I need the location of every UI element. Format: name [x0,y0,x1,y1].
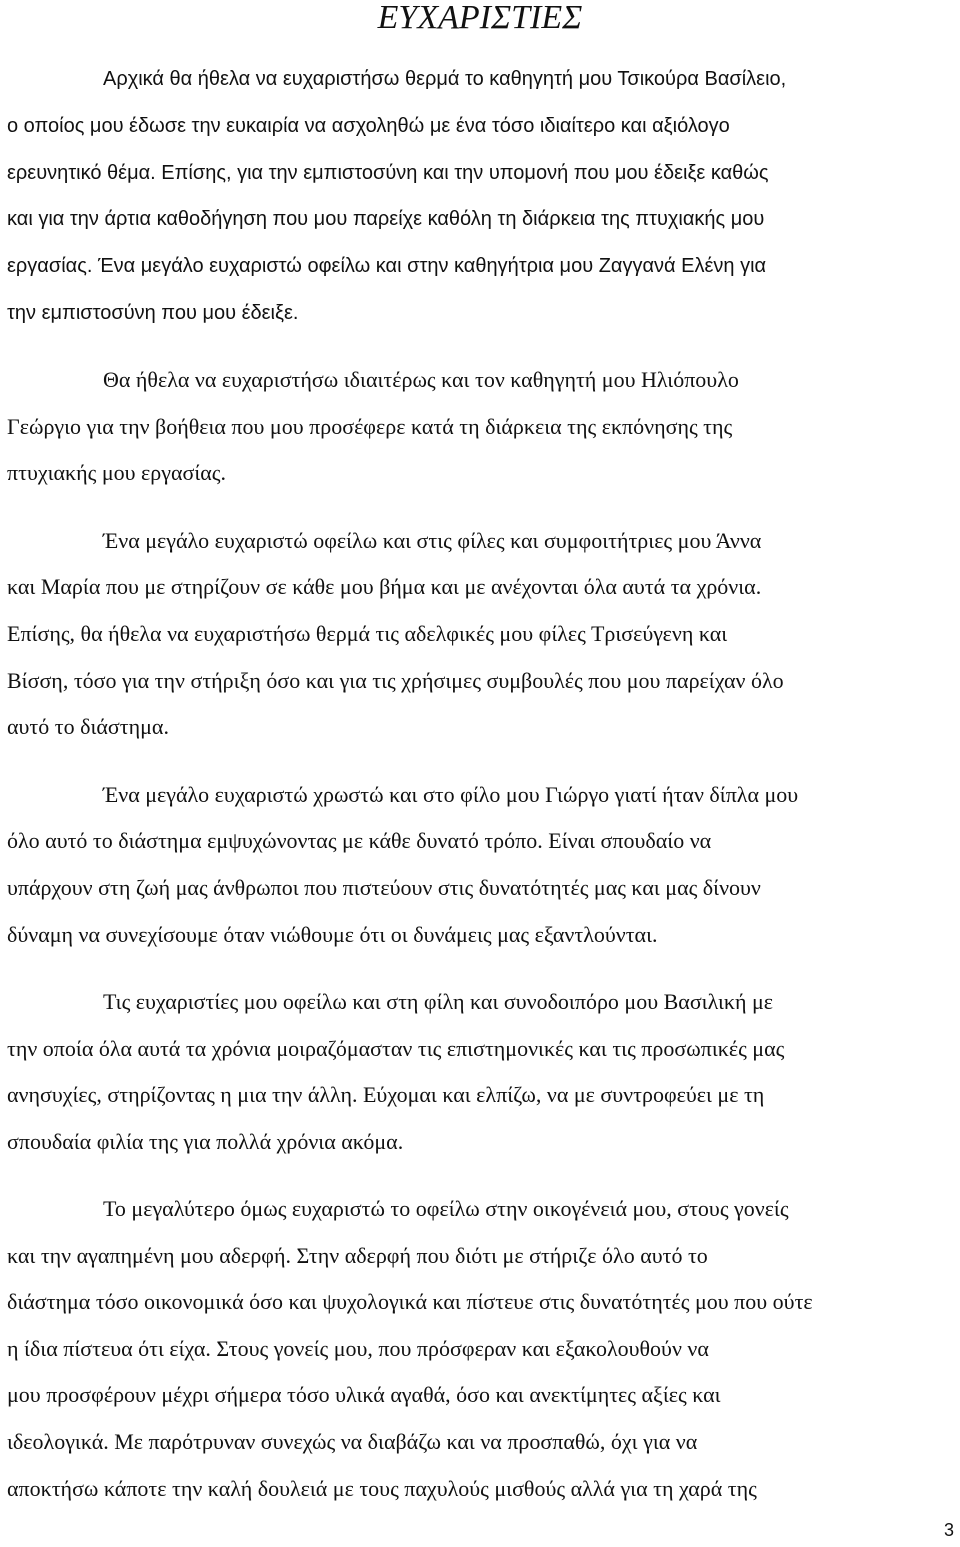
paragraph-6-line-2: και την αγαπημένη μου αδερφή. Στην αδερφή που διότι με στήριζε όλο αυτό το [7,1243,708,1268]
paragraph-3-line-5: αυτό το διάστημα. [7,714,169,739]
paragraph-4-line-4: δύναμη να συνεχίσουμε όταν νιώθουμε ότι οι δυνάμεις μας εξαντλούνται. [7,922,658,947]
paragraph-3-line-4: Βίσση, τόσο για την στήριξη όσο και για τις χρήσιμες συμβουλές που μου παρείχαν όλο [7,668,784,693]
paragraph-1-line-6: την εμπιστοσύνη που μου έδειξε. [7,302,299,324]
paragraph-5-line-4: σπουδαία φιλία της για πολλά χρόνια ακόμα. [7,1129,404,1154]
paragraph-1-line-3: ερευνητικό θέμα. Επίσης, για την εμπιστοσύνη και την υπομονή που μου έδειξε καθώς [7,162,769,184]
page-number: 3 [943,1520,954,1540]
paragraph-5-line-2: την οποία όλα αυτά τα χρόνια μοιραζόμασταν τις επιστημονικές και τις προσωπικές μας [7,1036,785,1061]
paragraph-4-line-3: υπάρχουν στη ζωή μας άνθρωποι που πιστεύουν στις δυνατότητές μας και μας δίνουν [7,875,761,900]
paragraph-1-line-5: εργασίας. Ένα μεγάλο ευχαριστώ οφείλω και στην καθηγήτρια μου Ζαγγανά Ελένη για [7,255,767,277]
paragraph-5-line-1: Τις ευχαριστίες μου οφείλω και στη φίλη και συνοδοιπόρο μου Βασιλική με [103,989,774,1014]
paragraph-1-line-4: και για την άρτια καθοδήγηση που μου παρείχε καθόλη τη διάρκεια της πτυχιακής μου [7,208,765,230]
paragraph-6-line-1: Το μεγαλύτερο όμως ευχαριστώ το οφείλω στην οικογένειά μου, στους γονείς [103,1196,789,1221]
paragraph-6-line-3: διάστημα τόσο οικονομικά όσο και ψυχολογικά και πίστευε στις δυνατότητές μου που ούτε [7,1289,813,1314]
paragraph-1-line-2: ο οποίος μου έδωσε την ευκαιρία να ασχοληθώ με ένα τόσο ιδιαίτερο και αξιόλογο [7,115,730,137]
paragraph-6-line-4: η ίδια πίστευα ότι είχα. Στους γονείς μου, που πρόσφεραν και εξακολουθούν να [7,1336,709,1361]
paragraph-2-line-2: Γεώργιο για την βοήθεια που μου προσέφερε κατά τη διάρκεια της εκπόνησης της [7,414,733,439]
paragraph-3-line-3: Επίσης, θα ήθελα να ευχαριστήσω θερμά τις αδελφικές μου φίλες Τρισεύγενη και [7,621,728,646]
paragraph-5-line-3: ανησυχίες, στηρίζοντας η μια την άλλη. Εύχομαι και ελπίζω, να με συντροφεύει με τη [7,1082,765,1107]
paragraph-4-line-1: Ένα μεγάλο ευχαριστώ χρωστώ και στο φίλο μου Γιώργο γιατί ήταν δίπλα μου [103,782,799,807]
page-title: ΕΥΧΑΡΙΣΤΙΕΣ [377,0,583,36]
paragraph-6-line-7: αποκτήσω κάποτε την καλή δουλειά με τους παχυλούς μισθούς αλλά για τη χαρά της [7,1476,757,1501]
paragraph-6-line-5: μου προσφέρουν μέχρι σήμερα τόσο υλικά αγαθά, όσο και ανεκτίμητες αξίες και [7,1382,721,1407]
paragraph-2-line-1: Θα ήθελα να ευχαριστήσω ιδιαιτέρως και τον καθηγητή μου Ηλιόπουλο [103,367,739,392]
paragraph-6-line-6: ιδεολογικά. Με παρότρυναν συνεχώς να διαβάζω και να προσπαθώ, όχι για να [7,1429,698,1454]
paragraph-4-line-2: όλο αυτό το διάστημα εμψυχώνοντας με κάθε δυνατό τρόπο. Είναι σπουδαίο να [7,828,712,853]
paragraph-2-line-3: πτυχιακής μου εργασίας. [7,460,227,485]
paragraph-3-line-2: και Μαρία που με στηρίζουν σε κάθε μου βήμα και με ανέχονται όλα αυτά τα χρόνια. [7,574,762,599]
paragraph-3-line-1: Ένα μεγάλο ευχαριστώ οφείλω και στις φίλες και συμφοιτήτριες μου Άννα [103,528,762,553]
paragraph-1-line-1: Αρχικά θα ήθελα να ευχαριστήσω θερμά το καθηγητή μου Τσικούρα Βασίλειο, [103,68,787,90]
